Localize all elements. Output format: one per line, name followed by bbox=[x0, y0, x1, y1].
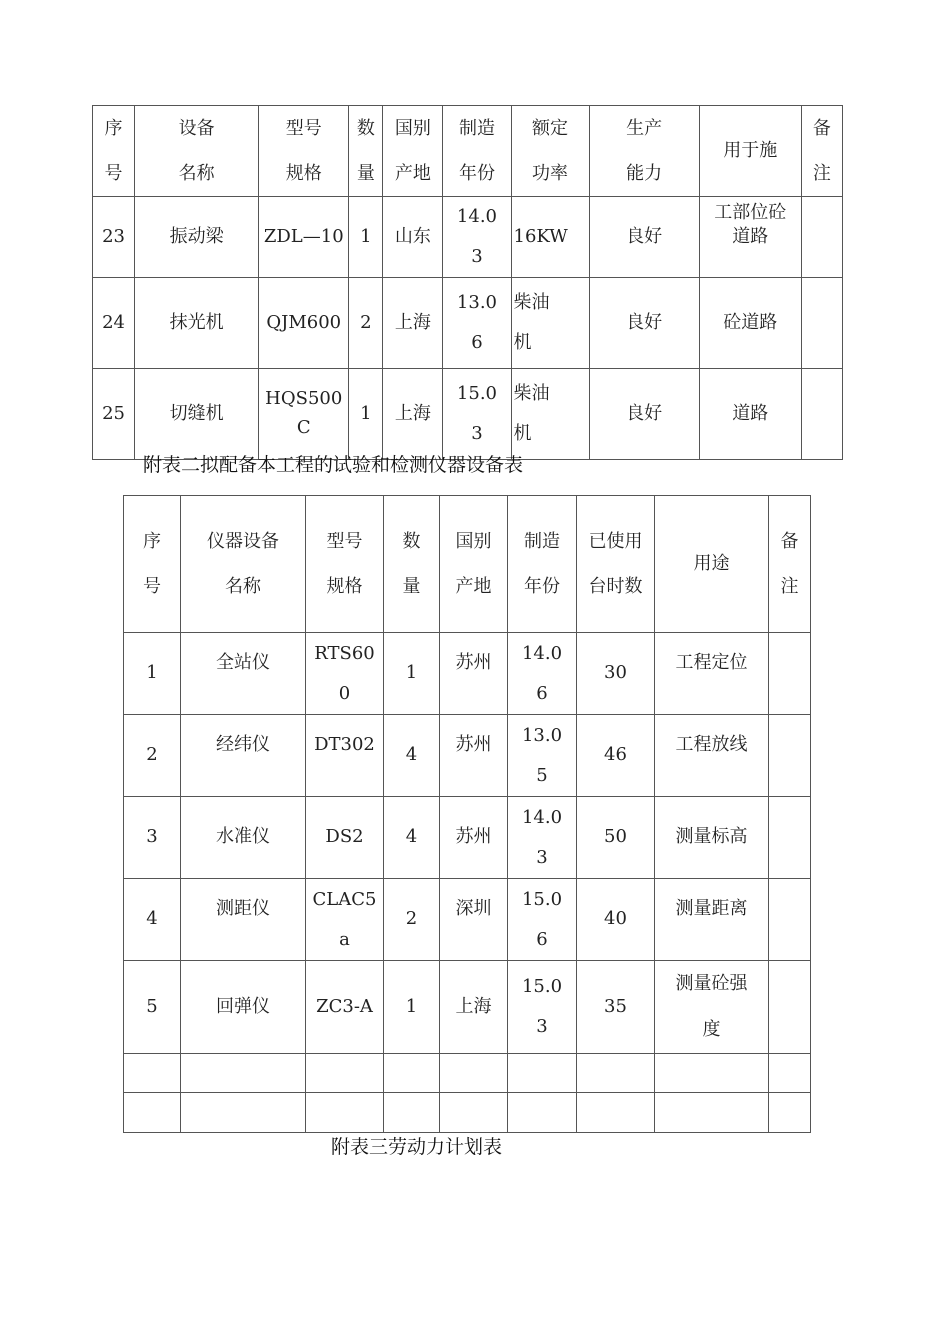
empty-cell bbox=[306, 1054, 384, 1093]
usage: 道路 bbox=[699, 369, 801, 460]
table1-header-row bbox=[93, 106, 843, 197]
empty-cell bbox=[508, 1054, 577, 1093]
origin: 上海 bbox=[383, 278, 443, 369]
header-cell: 备 注 bbox=[801, 106, 842, 197]
usage: 工程放线 bbox=[655, 715, 769, 797]
instrument-name: 回弹仪 bbox=[181, 961, 306, 1054]
origin: 苏州 bbox=[440, 797, 508, 879]
table-row bbox=[93, 278, 843, 369]
usage: 测量距离 bbox=[655, 879, 769, 961]
empty-cell bbox=[124, 1093, 181, 1133]
note bbox=[801, 197, 842, 278]
header-cell: 数 量 bbox=[349, 106, 383, 197]
header-cell: 仪器设备 名称 bbox=[181, 496, 306, 633]
header-cell: 序 号 bbox=[124, 496, 181, 633]
equipment-name: 抹光机 bbox=[135, 278, 259, 369]
note bbox=[769, 715, 811, 797]
table-row bbox=[124, 879, 811, 961]
manufacture-year: 15.0 3 bbox=[508, 961, 577, 1054]
empty-cell bbox=[440, 1054, 508, 1093]
manufacture-year: 15.0 3 bbox=[443, 369, 511, 460]
row-number: 24 bbox=[93, 278, 135, 369]
header-cell: 制造 年份 bbox=[508, 496, 577, 633]
origin: 深圳 bbox=[440, 879, 508, 961]
row-number: 1 bbox=[124, 633, 181, 715]
table-row bbox=[93, 369, 843, 460]
quantity: 1 bbox=[384, 961, 440, 1054]
empty-row bbox=[124, 1093, 811, 1133]
empty-cell bbox=[181, 1093, 306, 1133]
empty-cell bbox=[769, 1054, 811, 1093]
empty-cell bbox=[181, 1054, 306, 1093]
equipment-name: 切缝机 bbox=[135, 369, 259, 460]
model-spec: RTS60 0 bbox=[306, 633, 384, 715]
quantity: 1 bbox=[384, 633, 440, 715]
manufacture-year: 13.0 6 bbox=[443, 278, 511, 369]
origin: 苏州 bbox=[440, 633, 508, 715]
row-number: 2 bbox=[124, 715, 181, 797]
instrument-name: 水准仪 bbox=[181, 797, 306, 879]
origin: 上海 bbox=[383, 369, 443, 460]
origin: 山东 bbox=[383, 197, 443, 278]
note bbox=[769, 633, 811, 715]
instrument-name: 测距仪 bbox=[181, 879, 306, 961]
model-spec: DT302 bbox=[306, 715, 384, 797]
empty-cell bbox=[577, 1054, 655, 1093]
empty-cell bbox=[384, 1093, 440, 1133]
table-row bbox=[124, 797, 811, 879]
capacity: 良好 bbox=[589, 197, 699, 278]
manufacture-year: 14.0 6 bbox=[508, 633, 577, 715]
empty-cell bbox=[440, 1093, 508, 1133]
usage: 工程定位 bbox=[655, 633, 769, 715]
header-cell: 国别 产地 bbox=[440, 496, 508, 633]
empty-cell bbox=[655, 1093, 769, 1133]
model-spec: HQS500C bbox=[259, 369, 349, 460]
empty-cell bbox=[655, 1054, 769, 1093]
model-spec: QJM600 bbox=[259, 278, 349, 369]
manufacture-year: 14.0 3 bbox=[508, 797, 577, 879]
quantity: 2 bbox=[349, 278, 383, 369]
capacity: 良好 bbox=[589, 278, 699, 369]
instrument-name: 全站仪 bbox=[181, 633, 306, 715]
quantity: 2 bbox=[384, 879, 440, 961]
used-hours: 40 bbox=[577, 879, 655, 961]
header-cell: 设备 名称 bbox=[135, 106, 259, 197]
quantity: 4 bbox=[384, 715, 440, 797]
note bbox=[801, 369, 842, 460]
model-spec: CLAC5 a bbox=[306, 879, 384, 961]
header-cell: 用途 bbox=[655, 496, 769, 633]
note bbox=[769, 797, 811, 879]
equipment-table bbox=[92, 105, 843, 460]
table-row bbox=[124, 715, 811, 797]
empty-cell bbox=[508, 1093, 577, 1133]
equipment-name: 振动梁 bbox=[135, 197, 259, 278]
header-cell: 序 号 bbox=[93, 106, 135, 197]
note bbox=[769, 961, 811, 1054]
table2-header-row bbox=[124, 496, 811, 633]
row-number: 3 bbox=[124, 797, 181, 879]
empty-cell bbox=[306, 1093, 384, 1133]
usage: 测量标高 bbox=[655, 797, 769, 879]
row-number: 23 bbox=[93, 197, 135, 278]
origin: 上海 bbox=[440, 961, 508, 1054]
empty-cell bbox=[577, 1093, 655, 1133]
header-cell: 型号 规格 bbox=[306, 496, 384, 633]
row-number: 5 bbox=[124, 961, 181, 1054]
header-cell: 数 量 bbox=[384, 496, 440, 633]
row-number: 25 bbox=[93, 369, 135, 460]
empty-row bbox=[124, 1054, 811, 1093]
rated-power: 柴油 机 bbox=[511, 278, 589, 369]
header-cell: 用于施 bbox=[699, 106, 801, 197]
table3-caption: 附表三劳动力计划表 bbox=[331, 1136, 503, 1158]
row-number: 4 bbox=[124, 879, 181, 961]
rated-power: 16KW bbox=[511, 197, 589, 278]
table-row bbox=[124, 633, 811, 715]
usage: 工部位砼 道路 bbox=[699, 197, 801, 278]
model-spec: ZC3-A bbox=[306, 961, 384, 1054]
rated-power: 柴油 机 bbox=[511, 369, 589, 460]
model-spec: ZDL—10 bbox=[259, 197, 349, 278]
used-hours: 30 bbox=[577, 633, 655, 715]
usage: 砼道路 bbox=[699, 278, 801, 369]
usage: 测量砼强 度 bbox=[655, 961, 769, 1054]
table-row bbox=[93, 197, 843, 278]
empty-cell bbox=[384, 1054, 440, 1093]
manufacture-year: 14.0 3 bbox=[443, 197, 511, 278]
note bbox=[769, 879, 811, 961]
capacity: 良好 bbox=[589, 369, 699, 460]
origin: 苏州 bbox=[440, 715, 508, 797]
header-cell: 制造 年份 bbox=[443, 106, 511, 197]
manufacture-year: 13.0 5 bbox=[508, 715, 577, 797]
quantity: 4 bbox=[384, 797, 440, 879]
header-cell: 额定 功率 bbox=[511, 106, 589, 197]
header-cell: 备 注 bbox=[769, 496, 811, 633]
instrument-name: 经纬仪 bbox=[181, 715, 306, 797]
empty-cell bbox=[124, 1054, 181, 1093]
manufacture-year: 15.0 6 bbox=[508, 879, 577, 961]
used-hours: 46 bbox=[577, 715, 655, 797]
used-hours: 50 bbox=[577, 797, 655, 879]
header-cell: 生产 能力 bbox=[589, 106, 699, 197]
header-cell: 型号 规格 bbox=[259, 106, 349, 197]
header-cell: 已使用 台时数 bbox=[577, 496, 655, 633]
used-hours: 35 bbox=[577, 961, 655, 1054]
table-row bbox=[124, 961, 811, 1054]
note bbox=[801, 278, 842, 369]
quantity: 1 bbox=[349, 369, 383, 460]
instrument-table bbox=[123, 495, 811, 1133]
empty-cell bbox=[769, 1093, 811, 1133]
header-cell: 国别 产地 bbox=[383, 106, 443, 197]
table2-caption: 附表二拟配备本工程的试验和检测仪器设备表 bbox=[143, 454, 524, 476]
model-spec: DS2 bbox=[306, 797, 384, 879]
quantity: 1 bbox=[349, 197, 383, 278]
